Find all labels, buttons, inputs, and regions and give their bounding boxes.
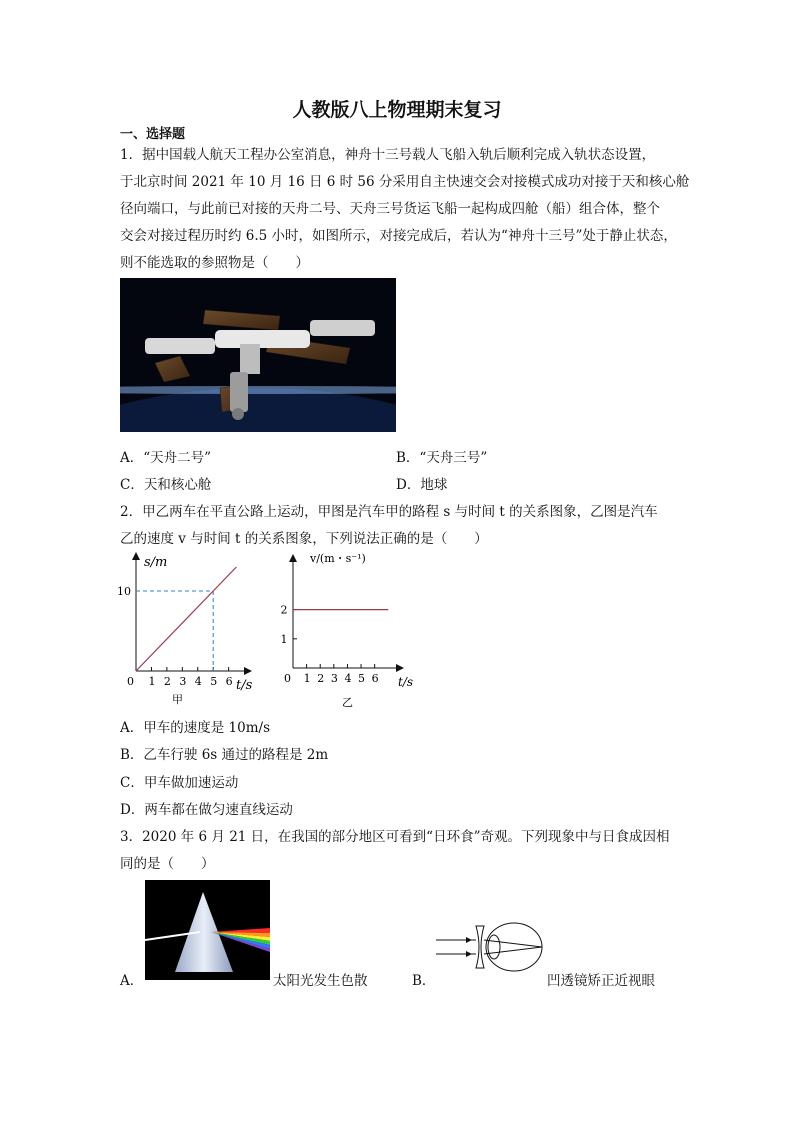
space-station-photo [120,278,396,432]
x-axis-label: t/s [398,675,414,689]
question-1-option-a[interactable]: A．“天舟二号” [120,450,212,466]
question-3-option-a-text: 太阳光发生色散 [273,973,368,989]
question-1-line: 交会对接过程历时约 6.5 小时，如图所示，对接完成后，若认为“神舟十三号”处于静止状态， [120,228,677,244]
question-3-line: 3．2020 年 6 月 21 日，在我国的部分地区可看到“日环食”奇观。下列现象中与日食成因相 [120,829,670,845]
x-tick-label: 2 [163,675,171,688]
eye-lens-diagram [436,920,546,976]
question-2-option-b[interactable]: B．乙车行驶 6s 通过的路程是 2m [120,747,329,763]
question-2-option-c[interactable]: C．甲车做加速运动 [120,775,239,791]
question-1-option-b[interactable]: B．“天舟三号” [396,450,488,466]
y-tick-label: 10 [117,585,131,598]
question-1-line: 1．据中国载人航天工程办公室消息，神舟十三号载人飞船入轨后顺利完成入轨状态设置， [120,147,656,163]
x-tick-label: 1 [303,672,311,685]
x-tick-label: 4 [344,672,352,685]
question-1-option-c[interactable]: C．天和核心舱 [120,477,212,493]
y-tick-label: 2 [280,603,288,617]
x-tick-label: 5 [358,672,366,685]
question-3-option-b-label[interactable]: B． [412,973,436,989]
question-2-line: 乙的速度 v 与时间 t 的关系图象，下列说法正确的是（ ） [120,531,488,547]
question-3-option-a-label[interactable]: A． [120,973,144,989]
velocity-time-chart [270,548,430,713]
x-tick-label: 0 [127,675,134,688]
x-tick-label: 0 [284,672,291,685]
question-1-line: 则不能选取的参照物是（ ） [120,255,309,271]
x-axis-label: t/s [236,678,253,693]
chart-caption: 甲 [172,693,183,706]
question-1-line: 于北京时间 2021 年 10 月 16 日 6 时 56 分采用自主快速交会对接模式成功对接于天和核心舱 [120,174,690,190]
question-1-option-d[interactable]: D．地球 [396,477,448,493]
distance-time-chart [112,548,272,708]
question-3-line: 同的是（ ） [120,856,215,872]
x-tick-label: 2 [317,672,325,685]
series-line [136,567,236,671]
question-2-option-d[interactable]: D．两车都在做匀速直线运动 [120,802,293,818]
page-title: 人教版八上物理期末复习 [292,99,502,121]
x-tick-label: 4 [194,675,202,688]
y-axis-label: v/(m・s⁻¹) [310,552,366,565]
section-heading: 一、选择题 [120,127,186,142]
x-tick-label: 3 [179,675,187,688]
x-tick-label: 5 [210,675,218,688]
chart-caption: 乙 [342,696,353,709]
y-axis-label: s/m [144,555,168,570]
y-tick-label: 1 [280,632,288,646]
question-1-line: 径向端口，与此前已对接的天舟二号、天舟三号货运飞船一起构成四舱（船）组合体，整个 [120,201,660,217]
x-tick-label: 6 [225,675,233,688]
question-3-option-b-text: 凹透镜矫正近视眼 [547,973,655,989]
x-tick-label: 3 [330,672,338,685]
x-tick-label: 6 [371,672,379,685]
question-2-line: 2．甲乙两车在平直公路上运动，甲图是汽车甲的路程 s 与时间 t 的关系图象，乙图是汽车 [120,504,658,520]
question-2-option-a[interactable]: A．甲车的速度是 10m/s [120,720,270,736]
x-tick-label: 1 [148,675,156,688]
prism-dispersion-photo [145,880,270,980]
